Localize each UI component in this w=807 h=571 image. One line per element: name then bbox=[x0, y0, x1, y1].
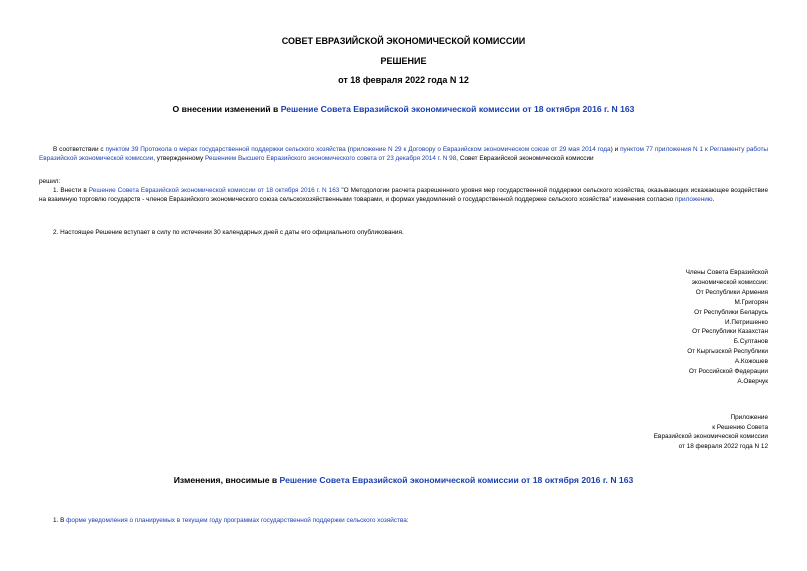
signature-line: Члены Совета Евразийской bbox=[685, 269, 768, 276]
preamble-text: В соответствии с bbox=[53, 146, 106, 153]
signatures-block bbox=[686, 268, 768, 387]
decision-163-link[interactable]: Решение Совета Евразийской экономической комиссии от 18 октября 2016 г. N 163 bbox=[88, 187, 340, 194]
changes-title-prefix: Изменения, вносимые в bbox=[173, 475, 280, 485]
changes-title bbox=[0, 475, 807, 486]
council-name: СОВЕТ ЕВРАЗИЙСКОЙ ЭКОНОМИЧЕСКОЙ КОМИССИИ bbox=[281, 36, 526, 46]
signature-line: экономической комиссии: bbox=[691, 278, 768, 286]
annex-29-treaty-link[interactable]: приложение N 29 к Договору о Евразийском экономическом союзе от 29 мая 2014 года bbox=[349, 146, 611, 153]
preamble-text: ) и bbox=[610, 146, 621, 153]
signature-line: А.Кожошев bbox=[734, 358, 768, 366]
signature-line: От Республики Армения bbox=[695, 288, 768, 296]
signature-line: Б.Султанов bbox=[733, 338, 768, 346]
appendix-line: от 18 февраля 2022 года N 12 bbox=[678, 442, 768, 450]
appendix-line: к Решению Совета bbox=[712, 423, 768, 431]
preamble-text: ( bbox=[345, 146, 350, 153]
signature-line: От Республики Казахстан bbox=[692, 328, 768, 336]
notification-form-link[interactable]: форме уведомления о планируемых в текущем году программах государственной поддержки сельского хозяйства bbox=[66, 517, 407, 524]
supreme-council-decision-98-link[interactable]: Решением Высшего Евразийского экономического совета от 23 декабря 2014 г. N 98 bbox=[204, 155, 457, 162]
preamble-paragraph bbox=[39, 145, 768, 163]
document-title bbox=[0, 104, 807, 115]
protocol-point-39-link[interactable]: пунктом 39 Протокола о мерах государственной поддержки сельского хозяйства bbox=[105, 146, 346, 153]
signature-line: А.Оверчук bbox=[737, 377, 768, 385]
signature-line: И.Петришенко bbox=[725, 318, 768, 326]
document-title-prefix: О внесении изменений в bbox=[172, 104, 281, 114]
decided-label: решил: bbox=[39, 178, 61, 185]
preamble-text: , утвержденному bbox=[153, 155, 205, 162]
item-1-text: 1. Внести в bbox=[53, 187, 89, 194]
item-2-paragraph: 2. Настоящее Решение вступает в силу по истечении 30 календарных дней с даты его официального опубликования. bbox=[53, 229, 404, 236]
signature-line: От Республики Беларусь bbox=[694, 308, 768, 316]
changes-item-1-text: 1. В bbox=[53, 517, 67, 524]
decision-163-link[interactable]: Решение Совета Евразийской экономической комиссии от 18 октября 2016 г. N 163 bbox=[279, 475, 634, 485]
regulation-point-77-link[interactable]: пунктом 77 приложения N 1 к Регламенту работы Евразийской экономической комиссии bbox=[39, 146, 769, 162]
appendix-line: Евразийской экономической комиссии bbox=[653, 433, 768, 441]
appendix-header bbox=[654, 413, 768, 451]
decision-163-link[interactable]: Решение Совета Евразийской экономической комиссии от 18 октября 2016 г. N 163 bbox=[280, 104, 635, 114]
signature-line: От Кыргызской Республики bbox=[687, 348, 768, 356]
preamble-text: , Совет Евразийской экономической комиссии bbox=[456, 155, 594, 162]
appendix-line: Приложение bbox=[730, 414, 768, 421]
document-type: РЕШЕНИЕ bbox=[380, 56, 427, 66]
changes-item-1-text: : bbox=[406, 517, 409, 524]
item-1-text: "О Методологии расчета разрешенного уровня мер государственной поддержки сельского хозяйства, оказывающих искажающее воздействие на взаимную торговлю государств - членов Евразийского экономического союза сельскохозяйственными товарами, и формах уведомлений о государственной поддержке сельского хозяйства" изменения согласно bbox=[39, 187, 768, 203]
changes-item-1 bbox=[53, 516, 409, 525]
signature-line: М.Григорян bbox=[734, 298, 768, 306]
document-date-number: от 18 февраля 2022 года N 12 bbox=[338, 75, 469, 85]
item-1-text: . bbox=[712, 196, 715, 203]
appendix-link[interactable]: приложению bbox=[675, 196, 713, 203]
item-1-paragraph bbox=[39, 186, 768, 204]
signature-line: От Российской Федерации bbox=[688, 368, 768, 376]
